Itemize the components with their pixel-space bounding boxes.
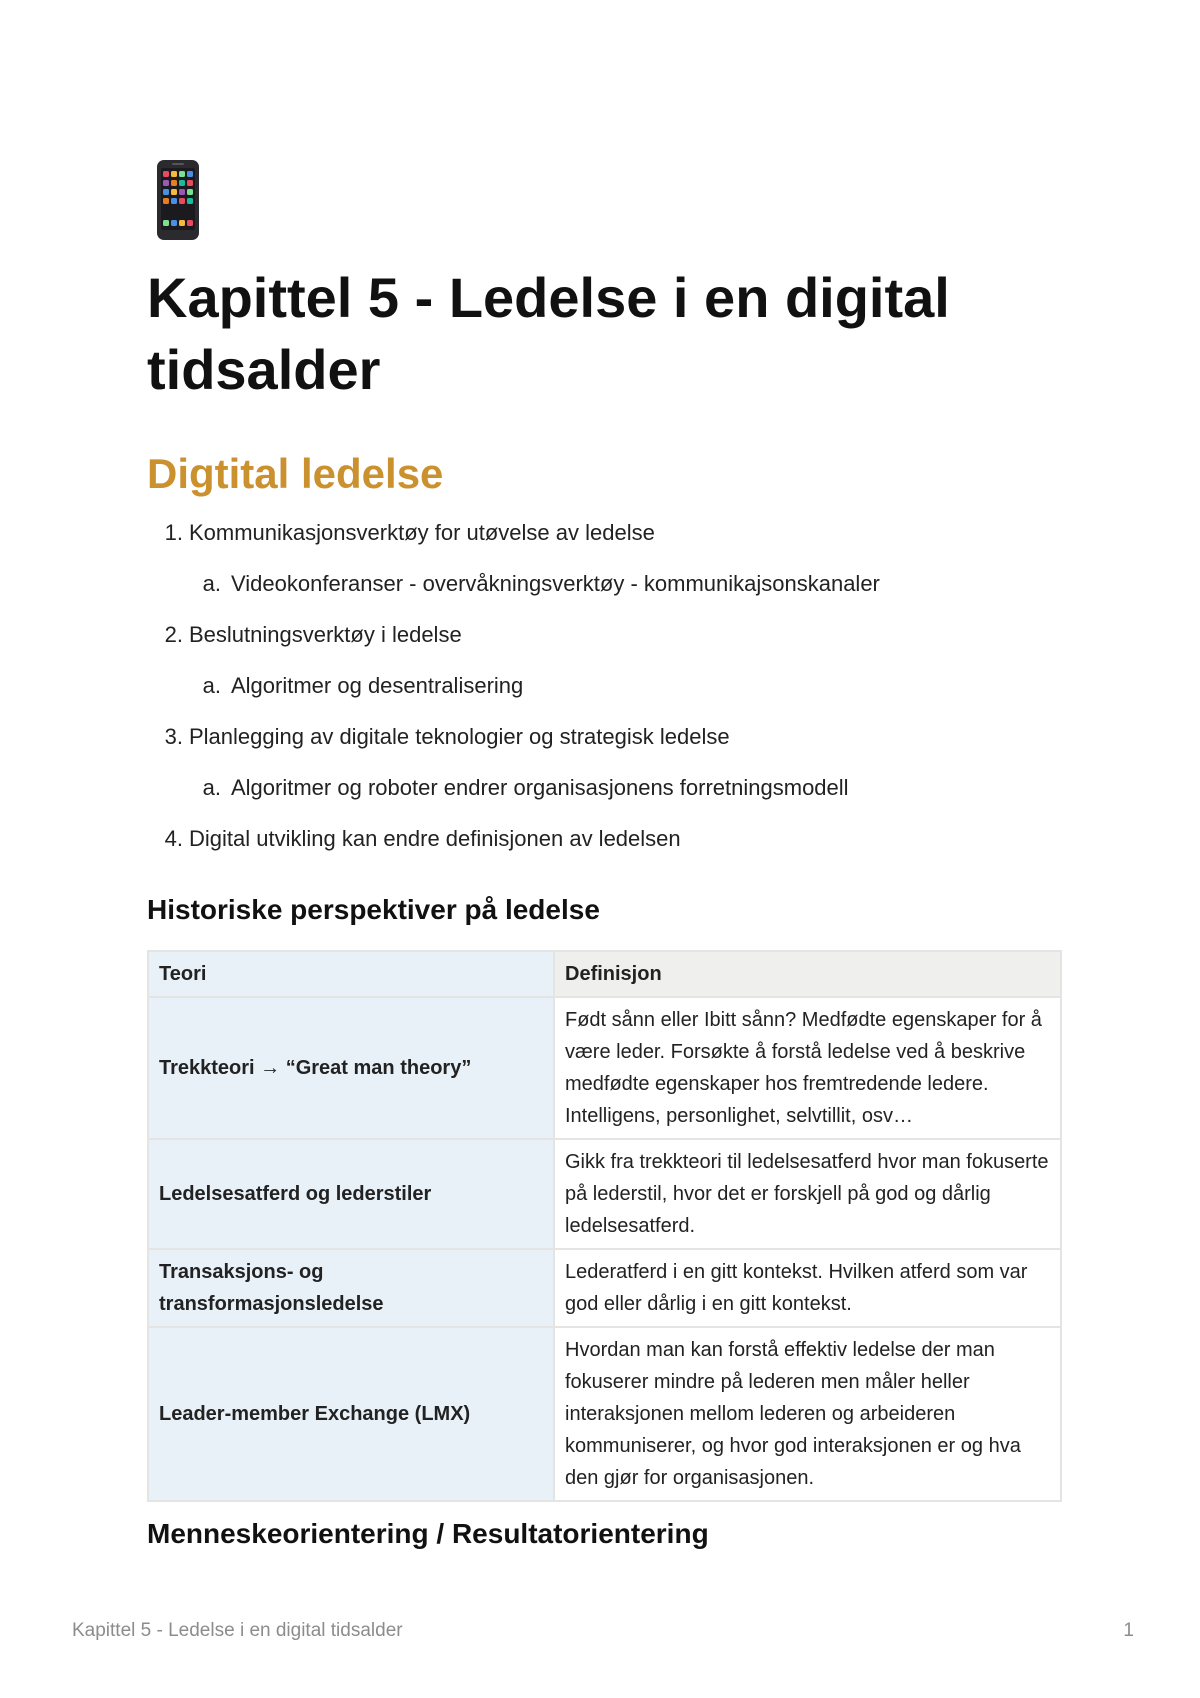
theory-cell: Ledelsesatferd og lederstiler (148, 1139, 554, 1249)
section-heading-historiske-perspektiver: Historiske perspektiver på ledelse (147, 894, 600, 925)
list-item-text: Planlegging av digitale teknologier og strategisk ledelse (189, 724, 730, 749)
sub-list-item-letter: a. (202, 571, 221, 596)
footer-title: Kapittel 5 - Ledelse i en digital tidsalder (72, 1620, 403, 1641)
list-item-number: 4. (164, 826, 183, 851)
definition-cell: Lederatferd i en gitt kontekst. Hvilken atferd som var god eller dårlig i en gitt kontekst. (554, 1249, 1061, 1327)
page-footer (72, 1617, 1134, 1645)
table-row (148, 997, 1061, 1139)
theory-cell: Leader-member Exchange (LMX) (148, 1327, 554, 1501)
list-item-number: 3. (164, 724, 183, 749)
sub-list-item-text: Videokonferanser - overvåkningsverktøy - kommunikajsonskanaler (231, 571, 880, 596)
table-row (148, 1249, 1061, 1327)
theory-cell: Trekkteori → “Great man theory” (148, 997, 554, 1139)
table-row (148, 1139, 1061, 1249)
theory-table (147, 950, 1062, 1502)
page-title: Kapittel 5 - Ledelse i en digital tidsalder (147, 266, 950, 401)
column-header-teori: Teori (148, 951, 554, 997)
sub-list-item-letter: a. (202, 673, 221, 698)
definition-cell: Hvordan man kan forstå effektiv ledelse der man fokuserer mindre på lederen men måler heller interaksjonen mellom lederen og arbeideren kommuniserer, og hvor god interaksjonen er og hva den gjør for organisasjonen. (554, 1327, 1061, 1501)
list-item-text: Digital utvikling kan endre definisjonen av ledelsen (189, 826, 681, 851)
definition-cell: Gikk fra trekkteori til ledelsesatferd hvor man fokuserte på lederstil, hvor det er forskjell på god og dårlig ledelsesatferd. (554, 1139, 1061, 1249)
mobile-phone-icon (147, 158, 235, 242)
sub-list-item-text: Algoritmer og roboter endrer organisasjonens forretningsmodell (231, 775, 849, 800)
column-header-definisjon: Definisjon (554, 951, 1061, 997)
definition-cell: Født sånn eller Ibitt sånn? Medfødte egenskaper for å være leder. Forsøkte å forstå ledelse ved å beskrive medfødte egenskaper hos fremtredende ledere. Intelligens, personlighet, selvtillit, osv… (554, 997, 1061, 1139)
section-heading-menneskeorientering: Menneskeorientering / Resultatorientering (147, 1518, 709, 1549)
page-number: 1 (1123, 1620, 1134, 1641)
list-item-number: 1. (164, 520, 183, 545)
sub-list-item-text: Algoritmer og desentralisering (231, 673, 524, 698)
section-heading-digital-ledelse: Digtital ledelse (147, 450, 444, 497)
table-header-row (148, 951, 1061, 997)
list-item-number: 2. (164, 622, 183, 647)
theory-cell: Transaksjons- og transformasjonsledelse (148, 1249, 554, 1327)
sub-list-item-letter: a. (202, 775, 221, 800)
list-item-text: Beslutningsverktøy i ledelse (189, 622, 462, 647)
list-item-text: Kommunikasjonsverktøy for utøvelse av ledelse (189, 520, 655, 545)
table-row (148, 1327, 1061, 1501)
